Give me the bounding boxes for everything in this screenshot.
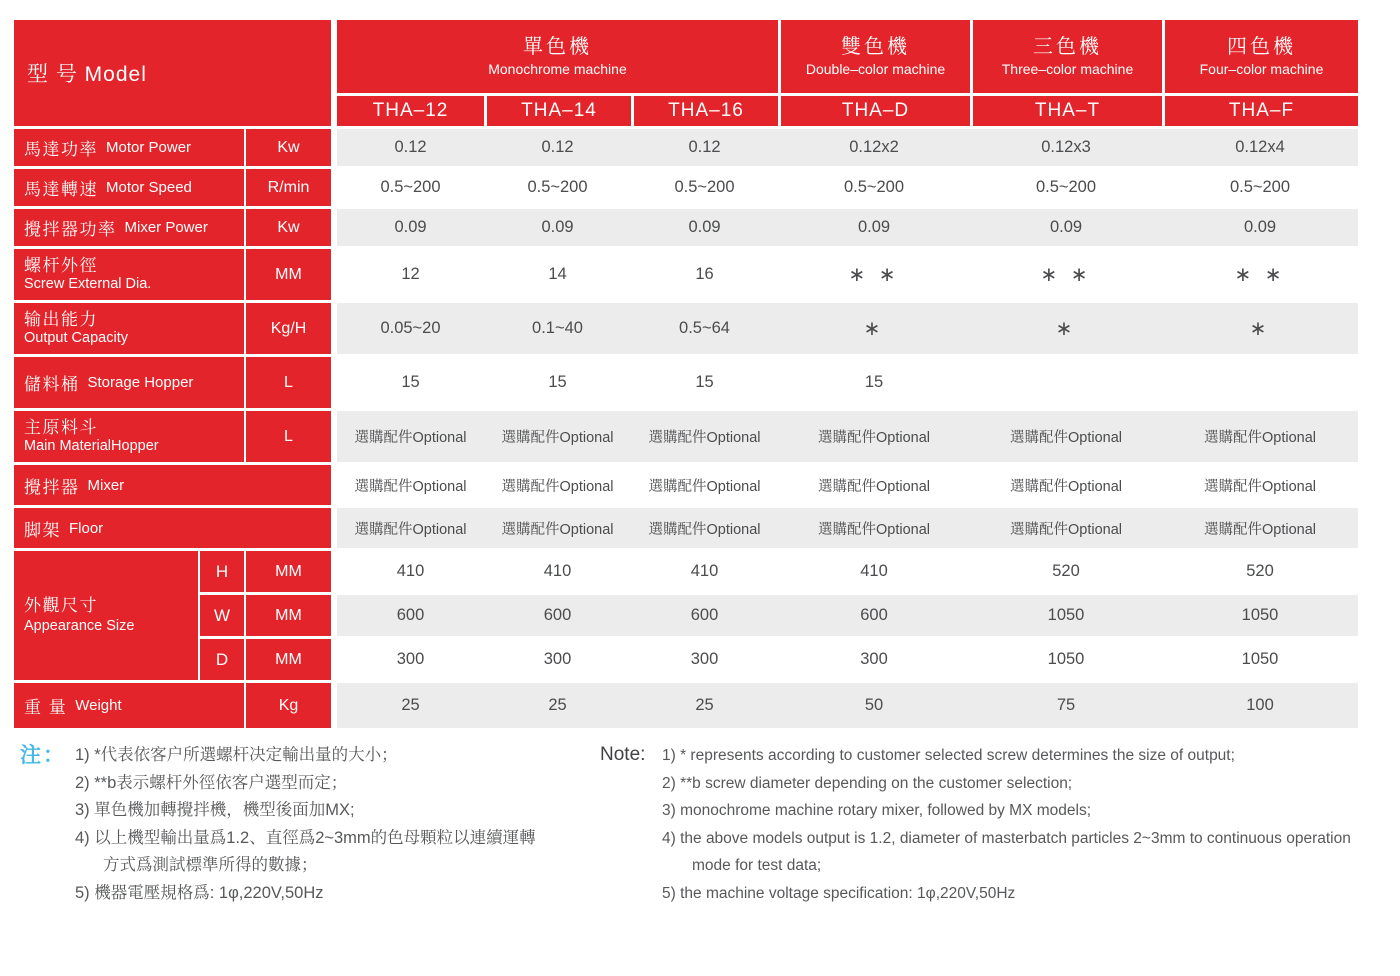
value-cell: 410: [690, 562, 719, 580]
value-cell: ∗ ∗: [1040, 264, 1092, 286]
row-label-en: Mixer: [87, 476, 125, 494]
unit-cell: Kg/H: [244, 303, 331, 354]
row-label-en: Screw External Dia.: [24, 276, 152, 292]
row-label-zh: 攪拌器: [24, 477, 80, 497]
value-cell: 選購配件Optional: [778, 508, 970, 548]
unit-cell: L: [244, 411, 331, 462]
value-cell: 25: [337, 683, 484, 728]
value-cell: 25: [484, 683, 631, 728]
value-cell: 0.09: [1162, 209, 1358, 246]
value-cell: 選購配件Optional: [354, 478, 467, 495]
value-cell: 15: [548, 373, 567, 391]
row-label-en: Motor Power: [106, 139, 192, 156]
value-cell: 25: [631, 683, 778, 728]
row-label-zh: 输出能力: [24, 309, 98, 329]
model-name-tha16: THA–16: [631, 96, 778, 126]
value-cell: 12: [401, 265, 420, 283]
value-cell: 選購配件Optional: [1162, 411, 1358, 462]
row-label-weight: [14, 683, 244, 728]
value-cell: ∗ ∗: [848, 264, 900, 286]
unit-cell: MM: [244, 639, 331, 680]
value-cell: 0.1~40: [484, 303, 631, 354]
row-label-mixer: [14, 465, 331, 505]
value-cell: 選購配件Optional: [337, 411, 484, 462]
value-cell: 選購配件Optional: [501, 478, 614, 495]
group-en: Monochrome machine: [488, 61, 627, 78]
value-cell: 選購配件Optional: [1162, 508, 1358, 548]
value-cell: 0.5~64: [631, 303, 778, 354]
spec-table: [14, 20, 1358, 728]
row-label-zh: 重 量: [24, 698, 68, 717]
group-header-monochrome: [337, 20, 778, 93]
value-cell: ∗ ∗: [1234, 264, 1286, 286]
row-label-zh: 儲料桶: [24, 375, 80, 394]
value-cell: 0.09: [970, 209, 1162, 246]
value-cell: 15: [401, 373, 420, 391]
value-cell: 300: [396, 650, 425, 668]
note-item: 5) 機器電壓規格爲: 1φ,220V,50Hz: [75, 883, 324, 902]
note-item: 2) **b screw diameter depending on the customer selection;: [662, 774, 1073, 792]
value-cell: [1162, 357, 1358, 408]
model-name-tha14: THA–14: [484, 96, 631, 126]
unit-cell: R/min: [244, 169, 331, 206]
row-label-zh: 外觀尺寸: [24, 596, 98, 616]
value-cell: 0.12: [631, 129, 778, 166]
group-en: Three–color machine: [1001, 61, 1134, 78]
value-cell: 14: [548, 265, 567, 283]
value-cell: 選購配件Optional: [337, 508, 484, 548]
value-cell: 選購配件Optional: [484, 508, 631, 548]
value-cell: 選購配件Optional: [1009, 478, 1122, 495]
value-cell: 600: [631, 595, 778, 636]
value-cell: 15: [864, 373, 884, 391]
row-label-zh: 脚架: [24, 520, 61, 540]
row-label-en: Storage Hopper: [87, 374, 194, 391]
row-label-en: Mixer Power: [124, 219, 208, 236]
row-label-zh: 螺杆外徑: [24, 255, 98, 275]
note-item: 4) 以上機型輸出量爲1.2、直徑爲2~3mm的色母顆粒以連續運轉方式爲測試標準所得的數據；: [75, 828, 536, 874]
value-cell: 0.09: [484, 209, 631, 246]
row-label-screw-dia: [14, 249, 244, 300]
value-cell: 0.5~200: [1035, 178, 1097, 196]
notes-chinese: [20, 742, 545, 907]
value-cell: ∗: [778, 303, 970, 354]
note-item: 1) * represents according to customer selected screw determines the size of output;: [662, 747, 1235, 764]
notes-items-zh: [75, 742, 545, 907]
group-header-double-color: [778, 20, 970, 93]
unit-cell: Kw: [244, 209, 331, 246]
row-label-en: Weight: [75, 697, 122, 714]
group-zh: 雙色機: [841, 36, 910, 59]
value-cell: 選購配件Optional: [648, 478, 761, 495]
row-label-zh: 馬達轉速: [24, 180, 98, 199]
value-cell: 16: [695, 265, 714, 283]
note-item: 5) the machine voltage specification: 1φ,220V,50Hz: [662, 884, 1016, 902]
value-cell: 0.5~200: [527, 178, 588, 196]
value-cell: 0.5~200: [380, 178, 441, 196]
model-name-tha12: THA–12: [337, 96, 484, 126]
value-cell: 選購配件Optional: [631, 508, 778, 548]
value-cell: 0.12x3: [970, 129, 1162, 166]
value-cell: 0.09: [778, 209, 970, 246]
model-header-label: 型 号 Model: [27, 63, 147, 86]
value-cell: 1050: [1047, 650, 1085, 668]
value-cell: 300: [860, 650, 888, 668]
model-name-thaf: THA–F: [1162, 96, 1358, 126]
unit-cell: Kg: [244, 683, 331, 728]
value-cell: 75: [970, 683, 1162, 728]
group-zh: 四色機: [1227, 36, 1296, 59]
value-cell: 0.5~200: [1229, 178, 1291, 196]
row-label-en: Motor Speed: [106, 179, 192, 196]
dimension-letter-d: D: [198, 639, 244, 680]
group-header-four-color: [1162, 20, 1358, 93]
value-cell: 410: [396, 562, 425, 580]
row-label-floor: [14, 508, 331, 548]
value-cell: 選購配件Optional: [1203, 478, 1316, 495]
value-cell: 0.12: [337, 129, 484, 166]
value-cell: 100: [1162, 683, 1358, 728]
value-cell: 1050: [1241, 650, 1279, 668]
value-cell: 0.12x4: [1162, 129, 1358, 166]
value-cell: ∗: [1162, 303, 1358, 354]
value-cell: 15: [695, 373, 714, 391]
row-label-motor-power: [14, 129, 244, 166]
value-cell: 600: [484, 595, 631, 636]
row-label-mixer-power: [14, 209, 244, 246]
value-cell: [970, 357, 1162, 408]
group-zh: 三色機: [1033, 36, 1102, 59]
note-item: 3) 單色機加轉攪拌機，機型後面加MX;: [75, 801, 355, 819]
dimension-letter-w: W: [198, 595, 244, 636]
value-cell: 選購配件Optional: [778, 411, 970, 462]
note-item: 2) **b表示螺杆外徑依客户選型而定；: [75, 773, 348, 792]
row-label-motor-speed: [14, 169, 244, 206]
value-cell: ∗: [970, 303, 1162, 354]
row-label-output-capacity: [14, 303, 244, 354]
group-en: Four–color machine: [1199, 61, 1324, 78]
value-cell: 0.12x2: [778, 129, 970, 166]
unit-cell: MM: [244, 551, 331, 592]
value-cell: 600: [337, 595, 484, 636]
value-cell: 0.09: [631, 209, 778, 246]
row-label-en: Floor: [69, 519, 104, 537]
value-cell: 410: [543, 562, 572, 580]
value-cell: 0.09: [337, 209, 484, 246]
value-cell: 300: [690, 650, 719, 668]
unit-cell: Kw: [244, 129, 331, 166]
value-cell: 選購配件Optional: [484, 411, 631, 462]
value-cell: 1050: [1162, 595, 1358, 636]
value-cell: 600: [778, 595, 970, 636]
model-name-that: THA–T: [970, 96, 1162, 126]
row-label-storage-hopper: [14, 357, 244, 408]
note-item: 3) monochrome machine rotary mixer, followed by MX models;: [662, 802, 1091, 819]
value-cell: 選購配件Optional: [817, 478, 930, 495]
value-cell: 0.05~20: [337, 303, 484, 354]
row-label-en: Appearance Size: [24, 618, 135, 635]
value-cell: 0.5~200: [843, 178, 905, 196]
row-label-zh: 攪拌器功率: [24, 220, 117, 239]
value-cell: 520: [1052, 562, 1080, 580]
unit-cell: MM: [244, 595, 331, 636]
row-label-zh: 馬達功率: [24, 140, 98, 159]
row-label-appearance-size: [14, 551, 198, 680]
notes-section: [20, 742, 1400, 907]
value-cell: 選購配件Optional: [970, 508, 1162, 548]
value-cell: 520: [1246, 562, 1274, 580]
row-label-zh: 主原料斗: [24, 417, 98, 437]
group-header-three-color: [970, 20, 1162, 93]
model-name-thad: THA–D: [778, 96, 970, 126]
notes-items-en: [662, 742, 1380, 907]
unit-cell: MM: [244, 249, 331, 300]
note-item: 1) *代表依客户所選螺杆决定輸出量的大小；: [75, 746, 398, 764]
value-cell: 300: [543, 650, 572, 668]
value-cell: 選購配件Optional: [631, 411, 778, 462]
row-label-en: Main MaterialHopper: [24, 438, 159, 454]
model-header-cell: [14, 20, 331, 126]
unit-cell: L: [244, 357, 331, 408]
notes-label-zh: 注：: [20, 744, 66, 767]
value-cell: 0.12: [484, 129, 631, 166]
group-en: Double–color machine: [805, 61, 946, 78]
note-item: 4) the above models output is 1.2, diameter of masterbatch particles 2~3mm to continuous operation mode for test data;: [662, 829, 1351, 874]
value-cell: 410: [860, 562, 888, 580]
value-cell: 1050: [970, 595, 1162, 636]
row-label-en: Output Capacity: [24, 330, 128, 346]
value-cell: 選購配件Optional: [970, 411, 1162, 462]
row-label-main-hopper: [14, 411, 244, 462]
notes-english: [600, 742, 1380, 907]
notes-label-en: Note:: [600, 744, 646, 765]
value-cell: 50: [778, 683, 970, 728]
value-cell: 0.5~200: [674, 178, 735, 196]
dimension-letter-h: H: [198, 551, 244, 592]
group-zh: 單色機: [523, 36, 592, 59]
